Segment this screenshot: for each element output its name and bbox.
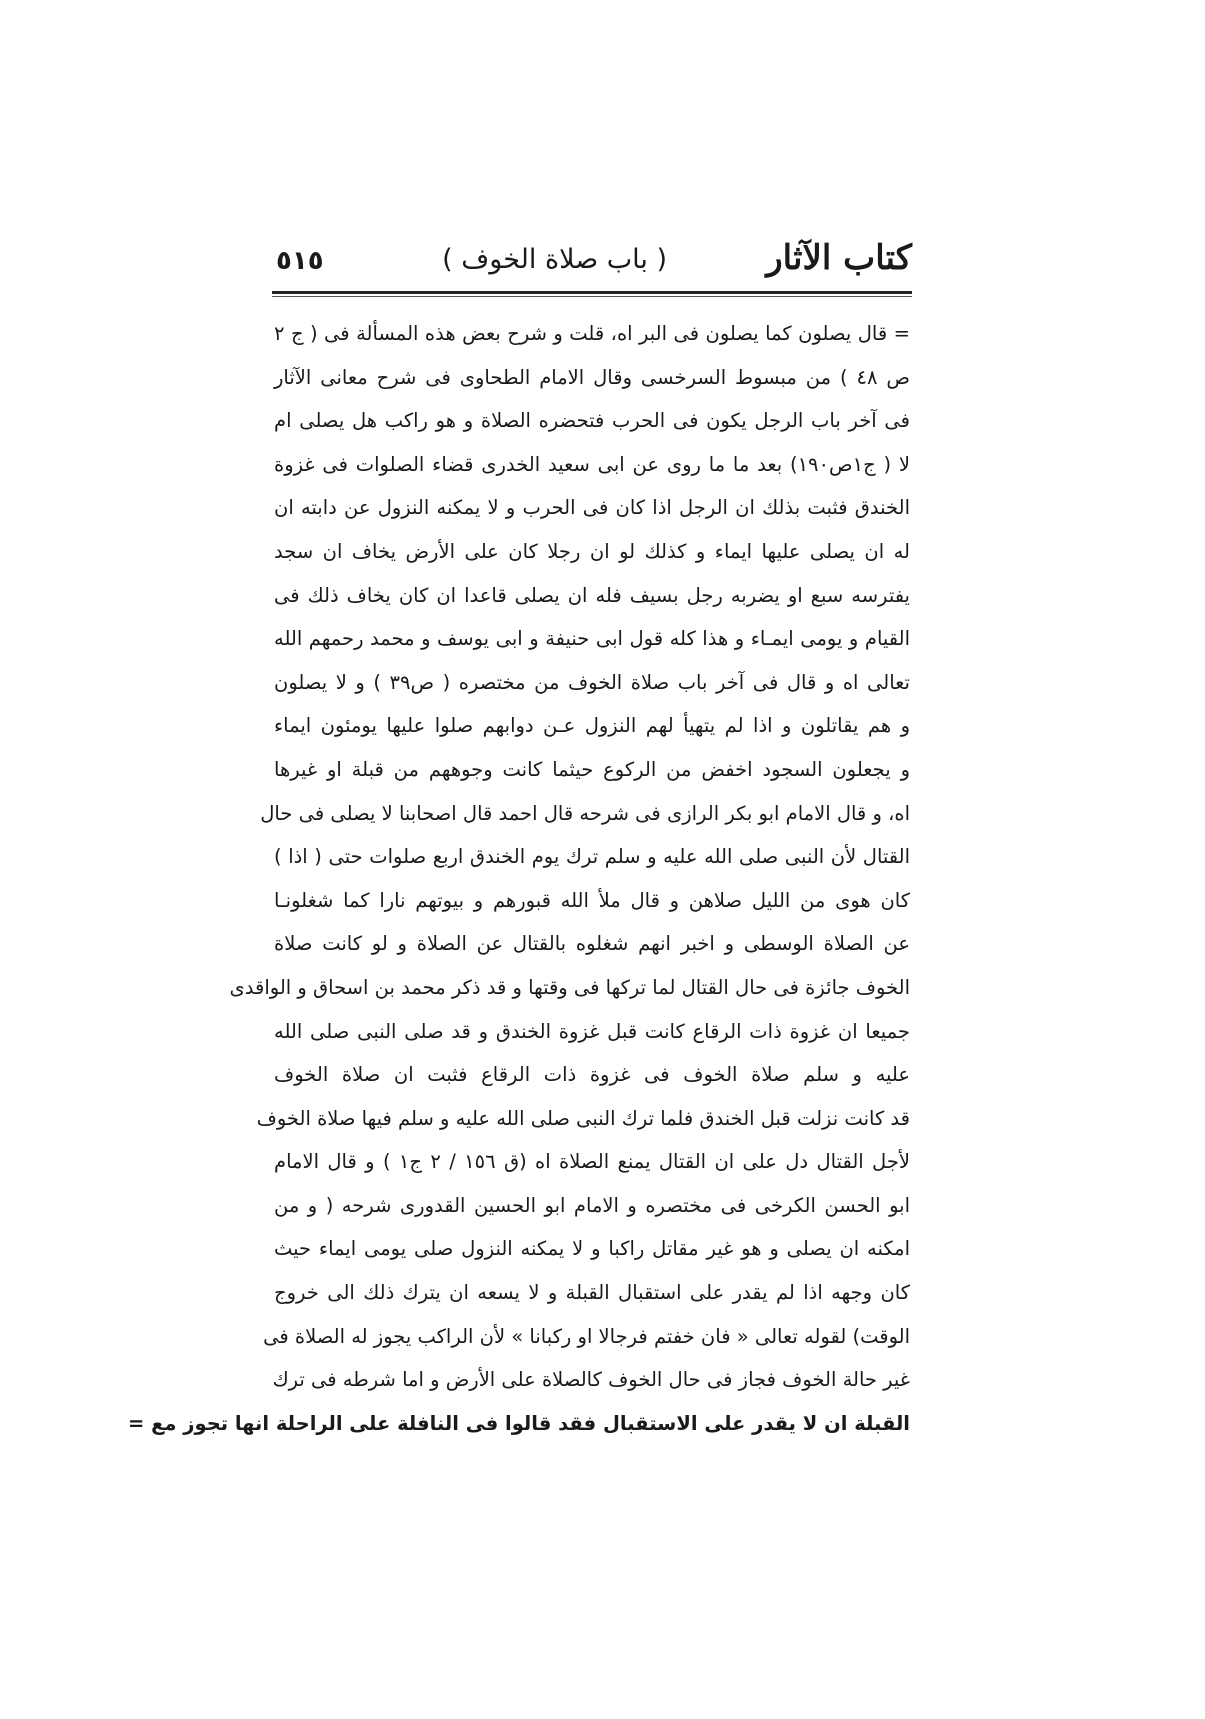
page-header <box>272 238 912 288</box>
text-line: كان هوى من الليل صلاهن و قال ملأ الله قبورهم و بيوتهم نارا كما شغلونـا <box>274 888 910 912</box>
text-line: لأجل القتال دل على ان القتال يمنع الصلاة اه (ق ١٥٦ / ٢ ج١ ) و قال الامام <box>274 1150 910 1174</box>
text-line: عن الصلاة الوسطى و اخبر انهم شغلوه بالقتال عن الصلاة و لو كانت صلاة <box>274 932 910 956</box>
text-line: عليه و سلم صلاة الخوف فى غزوة ذات الرقاع فثبت ان صلاة الخوف <box>274 1063 910 1087</box>
text-line: كان وجهه اذا لم يقدر على استقبال القبلة و لا يسعه ان يترك ذلك الى خروج <box>274 1281 910 1305</box>
text-line: ص ٤٨ ) من مبسوط السرخسى وقال الامام الطحاوى فى شرح معانى الآثار <box>274 365 910 389</box>
text-line: جميعا ان غزوة ذات الرقاع كانت قبل غزوة الخندق و قد صلى النبى صلى الله <box>274 1019 910 1043</box>
text-line: القبلة ان لا يقدر على الاستقبال فقد قالوا فى النافلة على الراحلة انها تجوز مع = <box>127 1411 910 1435</box>
text-line: = قال يصلون كما يصلون فى البر اه، قلت و شرح بعض هذه المسألة فى ( ج ٢ <box>274 322 910 345</box>
text-line: القتال لأن النبى صلى الله عليه و سلم ترك يوم الخندق اربع صلوات حتى ( اذا ) <box>274 845 910 869</box>
text-line: امكنه ان يصلى و هو غير مقاتل راكبا و لا يمكنه النزول صلى يومى ايماء حيث <box>274 1237 910 1261</box>
text-line: له ان يصلى عليها ايماء و كذلك لو ان رجلا كان على الأرض يخاف ان سجد <box>274 539 910 563</box>
body-text <box>127 312 910 1445</box>
text-line: الوقت) لقوله تعالى « فان خفتم فرجالا او ركبانا » لأن الراكب يجوز له الصلاة فى <box>263 1324 910 1348</box>
text-line: الخندق فثبت بذلك ان الرجل اذا كان فى الحرب و لا يمكنه النزول عن دابته ان <box>274 496 910 520</box>
text-line: لا ( ج١ص١٩٠) بعد ما ما روى عن ابى سعيد الخدرى قضاء الصلوات فى غزوة <box>274 452 910 476</box>
text-line: غير حالة الخوف فجاز فى حال الخوف كالصلاة على الأرض و اما شرطه فى ترك <box>272 1368 910 1392</box>
book-title: كتاب الآثار <box>766 238 912 278</box>
page-number: ٥١٥ <box>276 246 324 276</box>
text-line: قد كانت نزلت قبل الخندق فلما ترك النبى صلى الله عليه و سلم فيها صلاة الخوف <box>256 1106 910 1130</box>
chapter-title: ( باب صلاة الخوف ) <box>442 244 667 275</box>
header-rule <box>272 291 912 294</box>
text-line: تعالى اه و قال فى آخر باب صلاة الخوف من مختصره ( ص٣٩ ) و لا يصلون <box>274 670 910 694</box>
text-line: فى آخر باب الرجل يكون فى الحرب فتحضره الصلاة و هو راكب هل يصلى ام <box>274 409 910 433</box>
header-rule-thin <box>272 296 912 297</box>
text-line: و يجعلون السجود اخفض من الركوع حيثما كانت وجوههم من قبلة او غيرها <box>274 757 910 781</box>
text-line: يفترسه سبع او يضربه رجل بسيف فله ان يصلى قاعدا ان كان يخاف ذلك فى <box>274 583 910 607</box>
text-line: ابو الحسن الكرخى فى مختصره و الامام ابو الحسين القدورى شرحه ( و من <box>274 1193 910 1217</box>
text-line: القيام و يومى ايمـاء و هذا كله قول ابى حنيفة و ابى يوسف و محمد رحمهم الله <box>274 627 910 651</box>
text-line: اه، و قال الامام ابو بكر الرازى فى شرحه قال احمد قال اصحابنا لا يصلى فى حال <box>260 801 910 825</box>
text-line: و هم يقاتلون و اذا لم يتهيأ لهم النزول عـن دوابهم صلوا عليها يومئون ايماء <box>274 714 910 738</box>
text-line: الخوف جائزة فى حال القتال لما تركها فى وقتها و قد ذكر محمد بن اسحاق و الواقدى <box>229 975 910 999</box>
